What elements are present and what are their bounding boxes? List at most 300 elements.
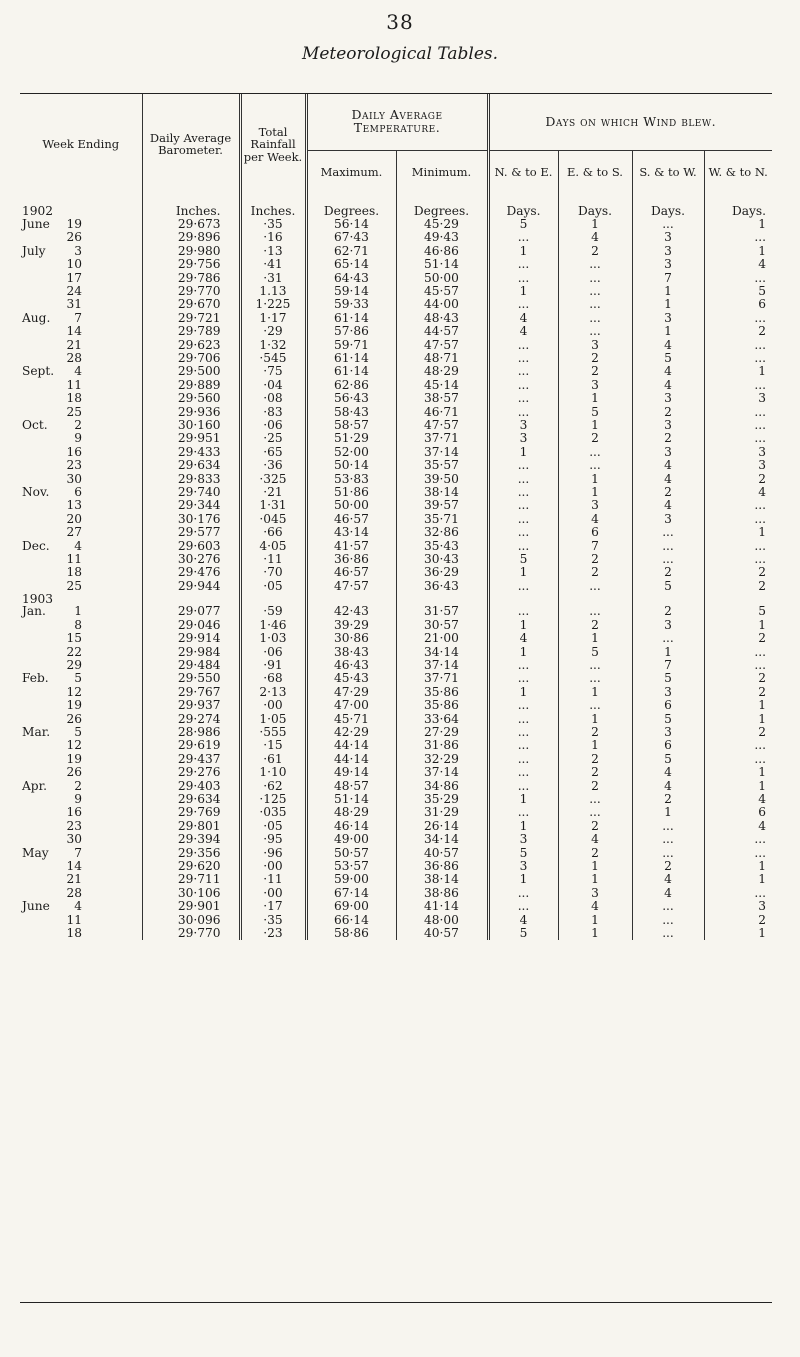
max-temp-cell: 59·71	[306, 339, 396, 352]
wind-wn-cell: 4	[704, 793, 772, 806]
week-ending-cell	[20, 632, 142, 645]
rainfall-cell: ·25	[240, 432, 306, 445]
table-row	[20, 325, 772, 338]
barometer-cell: 29·550	[142, 672, 240, 685]
wind-wn-cell: ...	[704, 833, 772, 846]
wind-ne-cell: ...	[488, 806, 558, 819]
min-temp-cell: 48·71	[396, 352, 488, 365]
barometer-cell: 29·046	[142, 619, 240, 632]
wind-es-cell: 2	[558, 432, 632, 445]
min-temp-cell: 35·43	[396, 540, 488, 553]
wind-es-cell: ...	[558, 699, 632, 712]
rainfall-cell: ·08	[240, 392, 306, 405]
max-temp-cell: 56·14	[306, 218, 396, 231]
max-temp-cell: 62·71	[306, 245, 396, 258]
table-row	[20, 713, 772, 726]
wind-es-cell: ...	[558, 298, 632, 311]
max-temp-cell: 58·86	[306, 927, 396, 940]
max-temp-cell: 50·14	[306, 459, 396, 472]
table-row	[20, 258, 772, 271]
wind-wn-cell: 3	[704, 446, 772, 459]
wind-es-cell: ...	[558, 672, 632, 685]
wind-es-cell: 1	[558, 927, 632, 940]
wind-es-cell: 7	[558, 540, 632, 553]
table-row	[20, 726, 772, 739]
week-ending-cell	[20, 365, 142, 378]
week-day: 26	[66, 711, 82, 726]
rainfall-cell: ·61	[240, 753, 306, 766]
week-ending-cell	[20, 646, 142, 659]
table-row	[20, 927, 772, 940]
rainfall-cell: ·04	[240, 379, 306, 392]
rainfall-cell: 1·03	[240, 632, 306, 645]
wind-es-cell: 2	[558, 766, 632, 779]
rainfall-cell: 4·05	[240, 540, 306, 553]
week-month: June	[22, 216, 50, 231]
week-ending-cell	[20, 927, 142, 940]
rainfall-cell: ·65	[240, 446, 306, 459]
barometer-cell: 29·344	[142, 499, 240, 512]
week-ending-cell	[20, 914, 142, 927]
barometer-cell: 29·944	[142, 580, 240, 593]
wind-wn-cell: 5	[704, 605, 772, 618]
unit-minimum: Degrees.	[396, 195, 488, 218]
wind-es-cell: 2	[558, 566, 632, 579]
wind-es-cell: 1	[558, 914, 632, 927]
wind-wn-cell: ...	[704, 231, 772, 244]
header-rainfall: Total Rainfall per Week.	[240, 94, 306, 195]
week-ending-cell	[20, 245, 142, 258]
wind-ne-cell: ...	[488, 379, 558, 392]
week-ending-cell	[20, 847, 142, 860]
barometer-cell: 29·670	[142, 298, 240, 311]
max-temp-cell: 69·00	[306, 900, 396, 913]
table-row	[20, 473, 772, 486]
table-row	[20, 780, 772, 793]
min-temp-cell: 46·86	[396, 245, 488, 258]
min-temp-cell: 26·14	[396, 820, 488, 833]
table-row	[20, 540, 772, 553]
max-temp-cell: 42·43	[306, 605, 396, 618]
max-temp-cell: 59·14	[306, 285, 396, 298]
wind-wn-cell: 3	[704, 392, 772, 405]
rainfall-cell: ·35	[240, 914, 306, 927]
wind-es-cell: 2	[558, 820, 632, 833]
wind-wn-cell: 3	[704, 459, 772, 472]
table-row	[20, 580, 772, 593]
wind-sw-cell: 3	[632, 446, 704, 459]
max-temp-cell: 53·57	[306, 860, 396, 873]
barometer-cell: 30·106	[142, 887, 240, 900]
min-temp-cell: 37·71	[396, 432, 488, 445]
week-day: 8	[74, 617, 82, 632]
table-row	[20, 406, 772, 419]
header-wind-ne: N. & to E.	[488, 150, 558, 195]
wind-ne-cell: 1	[488, 793, 558, 806]
table-row	[20, 245, 772, 258]
week-day: 11	[66, 912, 82, 927]
wind-ne-cell: 5	[488, 927, 558, 940]
week-ending-cell	[20, 793, 142, 806]
rainfall-cell: ·325	[240, 473, 306, 486]
week-ending-cell	[20, 218, 142, 231]
max-temp-cell: 47·00	[306, 699, 396, 712]
rainfall-cell: ·66	[240, 526, 306, 539]
barometer-cell: 29·786	[142, 272, 240, 285]
max-temp-cell: 47·57	[306, 580, 396, 593]
week-day: 18	[66, 565, 82, 580]
wind-es-cell: 1	[558, 473, 632, 486]
week-ending-cell	[20, 446, 142, 459]
table-row	[20, 753, 772, 766]
wind-ne-cell: ...	[488, 513, 558, 526]
table-row	[20, 766, 772, 779]
week-month: May	[22, 845, 49, 860]
rainfall-cell: ·23	[240, 927, 306, 940]
week-ending-cell	[20, 325, 142, 338]
week-day: 20	[66, 511, 82, 526]
wind-sw-cell: 1	[632, 285, 704, 298]
week-ending-cell	[20, 900, 142, 913]
table-row	[20, 739, 772, 752]
rainfall-cell: ·00	[240, 699, 306, 712]
table-row	[20, 486, 772, 499]
max-temp-cell: 59·00	[306, 873, 396, 886]
wind-wn-cell: ...	[704, 753, 772, 766]
wind-ne-cell: 3	[488, 419, 558, 432]
wind-sw-cell: 6	[632, 699, 704, 712]
rainfall-cell: ·06	[240, 646, 306, 659]
week-ending-cell	[20, 231, 142, 244]
wind-es-cell: ...	[558, 312, 632, 325]
min-temp-cell: 36·86	[396, 860, 488, 873]
table-row	[20, 419, 772, 432]
wind-sw-cell: 4	[632, 873, 704, 886]
wind-ne-cell: 3	[488, 833, 558, 846]
wind-es-cell: ...	[558, 459, 632, 472]
week-ending-cell	[20, 406, 142, 419]
min-temp-cell: 48·00	[396, 914, 488, 927]
week-day: 18	[66, 391, 82, 406]
wind-ne-cell: ...	[488, 659, 558, 672]
wind-wn-cell: 1	[704, 619, 772, 632]
wind-es-cell: 1	[558, 218, 632, 231]
min-temp-cell: 35·71	[396, 513, 488, 526]
min-temp-cell: 38·14	[396, 486, 488, 499]
wind-es-cell: 5	[558, 406, 632, 419]
table-row	[20, 632, 772, 645]
max-temp-cell: 36·86	[306, 553, 396, 566]
unit-wind-ne: Days.	[488, 195, 558, 218]
week-month: Oct.	[22, 418, 48, 432]
rainfall-cell: 1·17	[240, 312, 306, 325]
wind-es-cell: 1	[558, 739, 632, 752]
rainfall-cell: 1·31	[240, 499, 306, 512]
min-temp-cell: 45·14	[396, 379, 488, 392]
barometer-cell: 29·711	[142, 873, 240, 886]
wind-es-cell: ...	[558, 605, 632, 618]
barometer-cell: 29·756	[142, 258, 240, 271]
min-temp-cell: 31·29	[396, 806, 488, 819]
min-temp-cell: 45·29	[396, 218, 488, 231]
week-month: Dec.	[22, 538, 50, 553]
week-ending-cell	[20, 339, 142, 352]
max-temp-cell: 38·43	[306, 646, 396, 659]
wind-wn-cell: 6	[704, 806, 772, 819]
wind-sw-cell: ...	[632, 526, 704, 539]
table-row	[20, 352, 772, 365]
rainfall-cell: 1·32	[240, 339, 306, 352]
week-day: 26	[66, 765, 82, 780]
wind-es-cell: ...	[558, 580, 632, 593]
week-day: 25	[66, 404, 82, 419]
wind-wn-cell: 1	[704, 245, 772, 258]
wind-wn-cell: 2	[704, 580, 772, 593]
table-row	[20, 566, 772, 579]
week-ending-cell	[20, 419, 142, 432]
table-row	[20, 860, 772, 873]
wind-wn-cell: ...	[704, 739, 772, 752]
wind-sw-cell: 2	[632, 566, 704, 579]
wind-ne-cell: 5	[488, 847, 558, 860]
rainfall-cell: 1.13	[240, 285, 306, 298]
week-day: 19	[66, 751, 82, 766]
barometer-cell: 29·500	[142, 365, 240, 378]
rainfall-cell: ·62	[240, 780, 306, 793]
wind-sw-cell: 3	[632, 231, 704, 244]
wind-sw-cell: 5	[632, 352, 704, 365]
week-ending-cell	[20, 312, 142, 325]
week-ending-cell	[20, 686, 142, 699]
wind-wn-cell: ...	[704, 352, 772, 365]
wind-sw-cell: ...	[632, 540, 704, 553]
wind-wn-cell: ...	[704, 553, 772, 566]
table-row	[20, 806, 772, 819]
table-row	[20, 699, 772, 712]
barometer-cell: 29·980	[142, 245, 240, 258]
wind-es-cell: 2	[558, 619, 632, 632]
min-temp-cell: 37·14	[396, 766, 488, 779]
table-row	[20, 365, 772, 378]
rainfall-cell: 1·46	[240, 619, 306, 632]
wind-ne-cell: ...	[488, 459, 558, 472]
wind-es-cell: ...	[558, 258, 632, 271]
wind-ne-cell: 4	[488, 914, 558, 927]
max-temp-cell: 49·14	[306, 766, 396, 779]
min-temp-cell: 38·14	[396, 873, 488, 886]
min-temp-cell: 34·14	[396, 646, 488, 659]
wind-sw-cell: 3	[632, 619, 704, 632]
max-temp-cell: 52·00	[306, 446, 396, 459]
wind-wn-cell: ...	[704, 847, 772, 860]
week-ending-cell	[20, 766, 142, 779]
barometer-cell: 30·096	[142, 914, 240, 927]
rainfall-cell: ·00	[240, 860, 306, 873]
barometer-cell: 29·619	[142, 739, 240, 752]
page-title: Meteorological Tables.	[301, 44, 499, 64]
wind-sw-cell: 1	[632, 325, 704, 338]
wind-sw-cell: 3	[632, 258, 704, 271]
week-ending-cell	[20, 580, 142, 593]
wind-ne-cell: ...	[488, 753, 558, 766]
week-ending-cell	[20, 540, 142, 553]
table-row	[20, 887, 772, 900]
rainfall-cell: ·36	[240, 459, 306, 472]
wind-sw-cell: 4	[632, 499, 704, 512]
wind-wn-cell: 6	[704, 298, 772, 311]
rainfall-cell: ·13	[240, 245, 306, 258]
wind-wn-cell: 1	[704, 927, 772, 940]
min-temp-cell: 34·86	[396, 780, 488, 793]
wind-sw-cell: ...	[632, 847, 704, 860]
table-row	[20, 459, 772, 472]
barometer-cell: 29·403	[142, 780, 240, 793]
min-temp-cell: 36·29	[396, 566, 488, 579]
min-temp-cell: 37·71	[396, 672, 488, 685]
min-temp-cell: 40·57	[396, 847, 488, 860]
wind-sw-cell: 5	[632, 753, 704, 766]
week-day: 28	[66, 885, 82, 900]
week-day: 24	[66, 283, 82, 298]
page-number: 38	[386, 10, 414, 34]
max-temp-cell: 51·86	[306, 486, 396, 499]
wind-es-cell: 6	[558, 526, 632, 539]
wind-ne-cell: ...	[488, 766, 558, 779]
wind-es-cell: 1	[558, 632, 632, 645]
min-temp-cell: 32·86	[396, 526, 488, 539]
meteorological-table-frame	[20, 93, 772, 1303]
max-temp-cell: 45·71	[306, 713, 396, 726]
unit-barometer: Inches.	[142, 195, 240, 218]
week-ending-cell	[20, 526, 142, 539]
barometer-cell: 29·577	[142, 526, 240, 539]
week-ending-cell	[20, 659, 142, 672]
week-ending-cell	[20, 352, 142, 365]
min-temp-cell: 36·43	[396, 580, 488, 593]
barometer-cell: 29·476	[142, 566, 240, 579]
wind-ne-cell: 1	[488, 873, 558, 886]
wind-sw-cell: 3	[632, 392, 704, 405]
wind-es-cell: 4	[558, 900, 632, 913]
min-temp-cell: 48·29	[396, 365, 488, 378]
week-ending-cell	[20, 473, 142, 486]
week-ending-cell	[20, 873, 142, 886]
min-temp-cell: 35·57	[396, 459, 488, 472]
week-ending-cell	[20, 833, 142, 846]
barometer-cell: 29·770	[142, 285, 240, 298]
wind-sw-cell: 3	[632, 419, 704, 432]
max-temp-cell: 59·33	[306, 298, 396, 311]
week-ending-cell	[20, 820, 142, 833]
wind-es-cell: 1	[558, 860, 632, 873]
week-day: 11	[66, 377, 82, 392]
wind-wn-cell: ...	[704, 659, 772, 672]
wind-sw-cell: 1	[632, 806, 704, 819]
wind-sw-cell: ...	[632, 833, 704, 846]
wind-es-cell: 3	[558, 339, 632, 352]
max-temp-cell: 46·57	[306, 513, 396, 526]
min-temp-cell: 35·29	[396, 793, 488, 806]
week-day: 21	[66, 337, 82, 352]
wind-sw-cell: 4	[632, 473, 704, 486]
week-ending-cell	[20, 753, 142, 766]
table-row	[20, 619, 772, 632]
wind-es-cell: 2	[558, 753, 632, 766]
wind-sw-cell: 2	[632, 793, 704, 806]
wind-es-cell: 4	[558, 513, 632, 526]
wind-sw-cell: 4	[632, 780, 704, 793]
min-temp-cell: 49·43	[396, 231, 488, 244]
rainfall-cell: ·31	[240, 272, 306, 285]
week-day: 12	[66, 738, 82, 753]
header-minimum: Minimum.	[396, 150, 488, 195]
wind-ne-cell: 1	[488, 566, 558, 579]
barometer-cell: 29·603	[142, 540, 240, 553]
wind-sw-cell: 2	[632, 432, 704, 445]
rainfall-cell: ·05	[240, 580, 306, 593]
wind-sw-cell: 6	[632, 739, 704, 752]
wind-es-cell: 2	[558, 352, 632, 365]
table-row	[20, 914, 772, 927]
week-day: 1	[74, 604, 82, 619]
wind-ne-cell: 5	[488, 218, 558, 231]
unit-wind-es: Days.	[558, 195, 632, 218]
min-temp-cell: 41·14	[396, 900, 488, 913]
rainfall-cell: ·95	[240, 833, 306, 846]
min-temp-cell: 31·57	[396, 605, 488, 618]
barometer-cell: 29·984	[142, 646, 240, 659]
week-day: 28	[66, 350, 82, 365]
header-maximum: Maximum.	[306, 150, 396, 195]
max-temp-cell: 65·14	[306, 258, 396, 271]
min-temp-cell: 39·57	[396, 499, 488, 512]
barometer-cell: 29·433	[142, 446, 240, 459]
wind-es-cell: ...	[558, 806, 632, 819]
table-row	[20, 659, 772, 672]
wind-ne-cell: ...	[488, 887, 558, 900]
wind-ne-cell: ...	[488, 272, 558, 285]
wind-ne-cell: ...	[488, 298, 558, 311]
week-month: Mar.	[22, 724, 51, 739]
wind-sw-cell: ...	[632, 927, 704, 940]
wind-ne-cell: ...	[488, 540, 558, 553]
wind-ne-cell: 1	[488, 820, 558, 833]
week-month: June	[22, 899, 50, 914]
max-temp-cell: 44·14	[306, 739, 396, 752]
wind-ne-cell: 3	[488, 860, 558, 873]
max-temp-cell: 46·57	[306, 566, 396, 579]
week-ending-cell	[20, 726, 142, 739]
week-day: 17	[66, 270, 82, 285]
wind-sw-cell: ...	[632, 218, 704, 231]
week-day: 30	[66, 471, 82, 486]
week-day: 6	[74, 485, 82, 500]
rainfall-cell: ·06	[240, 419, 306, 432]
wind-sw-cell: 4	[632, 766, 704, 779]
barometer-cell: 29·356	[142, 847, 240, 860]
unit-wind-wn: Days.	[704, 195, 772, 218]
week-ending-cell	[20, 672, 142, 685]
wind-ne-cell: 4	[488, 632, 558, 645]
barometer-cell: 29·914	[142, 632, 240, 645]
wind-wn-cell: ...	[704, 646, 772, 659]
barometer-cell: 30·160	[142, 419, 240, 432]
wind-wn-cell: 1	[704, 713, 772, 726]
min-temp-cell: 40·57	[396, 927, 488, 940]
max-temp-cell: 41·57	[306, 540, 396, 553]
week-month: Aug.	[22, 310, 51, 325]
wind-sw-cell: 1	[632, 298, 704, 311]
